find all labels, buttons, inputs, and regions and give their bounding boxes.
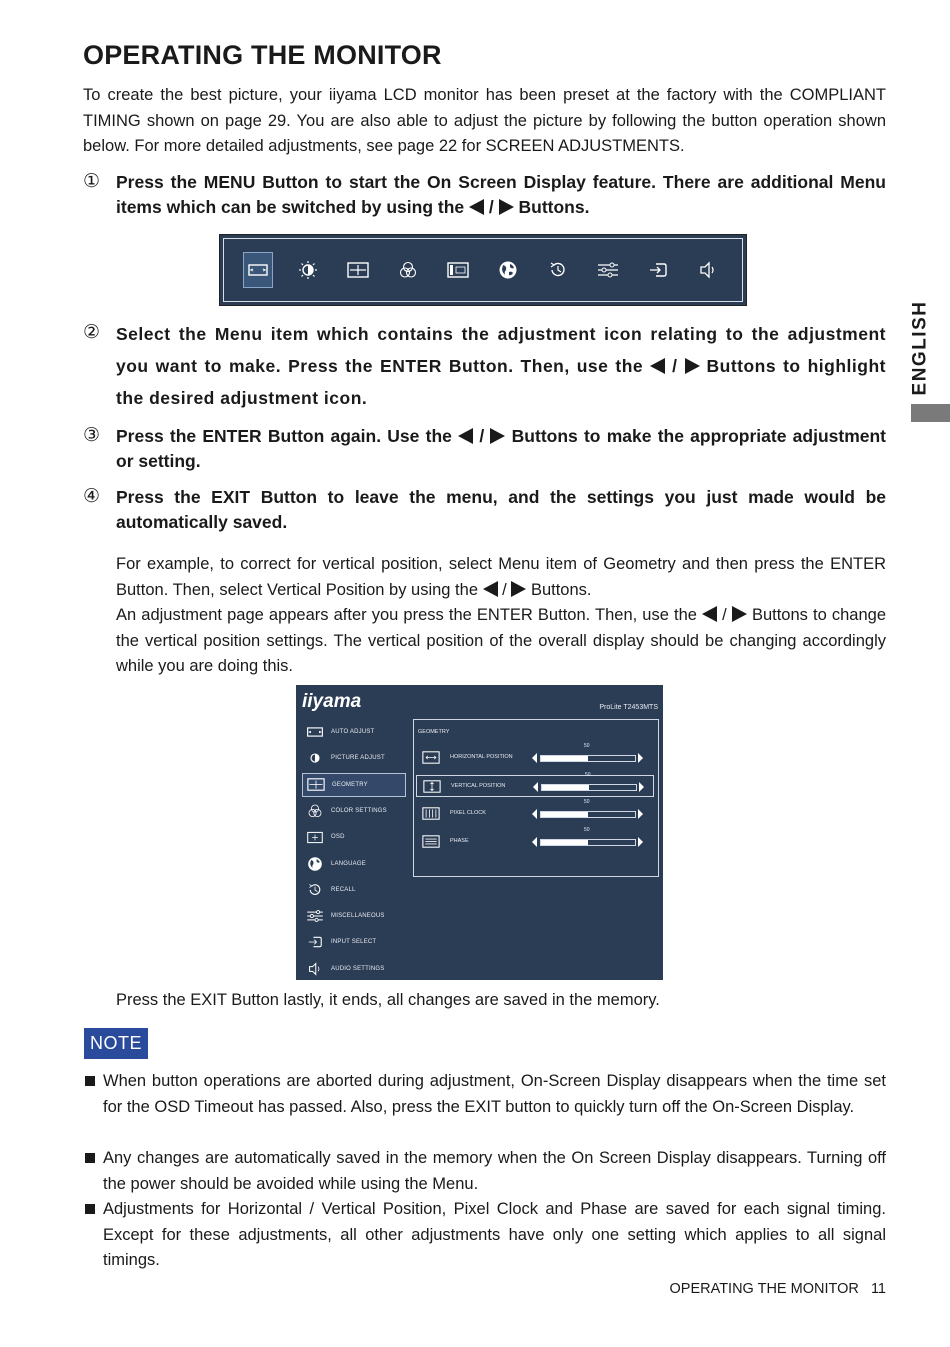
geometry-row-vertical-position[interactable] (416, 772, 654, 797)
row-value: 50 (584, 743, 590, 749)
left-arrow-icon (483, 581, 498, 597)
osd-icon (305, 831, 325, 844)
picture-adjust-icon[interactable] (293, 252, 323, 288)
osd-menu-item-recall[interactable] (302, 878, 406, 902)
row-label: PIXEL CLOCK (450, 810, 486, 816)
right-arrow-icon (685, 358, 700, 374)
osd-menu-item-audio-settings[interactable] (302, 957, 406, 981)
audio-settings-icon[interactable] (693, 252, 723, 288)
step-number: ① (83, 171, 101, 192)
geometry-icon[interactable] (343, 252, 373, 288)
row-value: 50 (584, 827, 590, 833)
footer-label: OPERATING THE MONITOR (669, 1281, 859, 1297)
increase-arrow-icon[interactable] (638, 809, 643, 819)
separator: / (672, 356, 678, 376)
bullet-square-icon (85, 1204, 95, 1214)
row-label: PHASE (450, 838, 469, 844)
note-item-3: Adjustments for Horizontal / Vertical Position, Pixel Clock and Phase are saved for each signal timing. Except for these adjustments, all other adjustments have only one setting which applies to all signal timings. (83, 1197, 886, 1274)
row-slider[interactable] (540, 755, 636, 762)
osd-menu-item-language[interactable] (302, 852, 406, 876)
page-footer (670, 1281, 886, 1297)
osd-menu-label: MISCELLANEOUS (331, 913, 385, 920)
step-text-end: Buttons to highlight the desired adjustment icon. (116, 356, 886, 408)
increase-arrow-icon[interactable] (638, 753, 643, 763)
osd-menu-bar (219, 234, 747, 306)
left-arrow-icon (469, 199, 484, 215)
intro-paragraph: To create the best picture, your iiyama LCD monitor has been preset at the factory with the COMPLIANT TIMING shown on page 29. You are also able to adjust the picture by following the button operation shown below. For more detailed adjustments, see page 22 for SCREEN ADJUSTMENTS. (83, 86, 886, 155)
note-item-1: When button operations are aborted during adjustment, On-Screen Display disappears when the time set for the OSD Timeout has passed. Also, press the EXIT button to quickly turn off the On-Screen Display. (83, 1069, 886, 1120)
osd-menu-label: AUTO ADJUST (331, 729, 375, 735)
osd-menu-item-geometry[interactable] (302, 773, 406, 797)
step-3 (83, 424, 886, 473)
geometry-row-pixel-clock[interactable] (416, 799, 654, 825)
osd-menu-item-osd[interactable] (302, 825, 406, 849)
right-arrow-icon (732, 606, 747, 622)
osd-screen (296, 685, 663, 980)
decrease-arrow-icon[interactable] (532, 809, 537, 819)
left-arrow-icon (650, 358, 665, 374)
right-arrow-icon (490, 428, 505, 444)
left-arrow-icon (458, 428, 473, 444)
page-title: OPERATING THE MONITOR (83, 40, 442, 70)
step-1 (83, 170, 886, 219)
row-label: VERTICAL POSITION (451, 783, 506, 789)
step-text: Select the Menu item which contains the adjustment icon relating to the adjustment you want to make. Press the ENTER Button. Then, use the (116, 324, 886, 376)
step-text-end: Buttons to make the appropriate adjustment or setting. (116, 426, 887, 471)
osd-menu-label: AUDIO SETTINGS (331, 965, 385, 972)
recall-icon (305, 882, 325, 898)
osd-menu-label: RECALL (331, 886, 356, 893)
osd-menu-item-auto-adjust[interactable] (302, 720, 406, 744)
osd-menu-label: PICTURE ADJUST (331, 755, 385, 762)
audio-settings-icon (305, 962, 325, 976)
recall-icon[interactable] (543, 252, 573, 288)
row-label: HORIZONTAL POSITION (450, 754, 513, 760)
bullet-square-icon (85, 1076, 95, 1086)
osd-menu-item-color-settings[interactable] (302, 799, 406, 823)
step-number: ④ (83, 486, 101, 507)
miscellaneous-icon (305, 909, 325, 923)
increase-arrow-icon[interactable] (638, 837, 643, 847)
osd-menu-label: GEOMETRY (332, 781, 368, 788)
note-badge: NOTE (84, 1028, 148, 1059)
phase-icon (422, 835, 440, 853)
decrease-arrow-icon[interactable] (532, 753, 537, 763)
miscellaneous-icon[interactable] (593, 252, 623, 288)
example-paragraph-2: An adjustment page appears after you press the ENTER Button. Then, use the / Buttons to change the vertical position settings. The vertical position of the overall display should be changing accordingly while you are doing this. (116, 606, 886, 675)
iiyama-logo: iiyama (302, 691, 362, 712)
geometry-panel (413, 719, 659, 877)
osd-menu-item-miscellaneous[interactable] (302, 904, 406, 928)
step-text: Press the MENU Button to start the On Screen Display feature. There are additional Menu items which can be switched by using the (116, 172, 886, 217)
color-settings-icon (305, 803, 325, 819)
step-4 (83, 485, 886, 534)
left-arrow-icon (702, 606, 717, 622)
right-arrow-icon (511, 581, 526, 597)
geometry-row-horizontal-position[interactable] (416, 743, 654, 769)
input-select-icon (305, 935, 325, 949)
language-icon (305, 856, 325, 872)
osd-menu-item-input-select[interactable] (302, 930, 406, 954)
model-name: ProLite T2453MTS (599, 704, 658, 711)
bullet-square-icon (85, 1153, 95, 1163)
pixel-clock-icon (422, 807, 440, 825)
osd-menu-item-picture-adjust[interactable] (302, 746, 406, 770)
decrease-arrow-icon[interactable] (533, 782, 538, 792)
step-text: Press the ENTER Button again. Use the (116, 426, 459, 446)
increase-arrow-icon[interactable] (639, 782, 644, 792)
step-number: ③ (83, 425, 101, 446)
vertical-position-icon (423, 780, 441, 798)
right-arrow-icon (499, 199, 514, 215)
note-item-2: Any changes are automatically saved in the memory when the On Screen Display disappears. Turning off the power should be avoided while using the Menu. (83, 1146, 886, 1197)
language-side-tab: ENGLISH (909, 300, 931, 395)
auto-adjust-icon (305, 726, 325, 738)
language-icon[interactable] (493, 252, 523, 288)
osd-menu-label: LANGUAGE (331, 860, 366, 867)
input-select-icon[interactable] (643, 252, 673, 288)
osd-menu-label: OSD (331, 834, 345, 841)
side-marker (911, 404, 950, 422)
step-2 (83, 318, 886, 414)
step-text-end: Buttons. (513, 196, 590, 217)
example-paragraph-1: For example, to correct for vertical position, select Menu item of Geometry and then press the ENTER Button. Then, select Vertical Position by using the / Buttons. (116, 555, 886, 599)
osd-menu-label: COLOR SETTINGS (331, 807, 387, 814)
osd-menu-label: INPUT SELECT (331, 939, 377, 946)
picture-adjust-icon (305, 750, 325, 766)
step-number: ② (83, 322, 101, 343)
row-slider[interactable] (540, 839, 636, 846)
row-value: 50 (585, 772, 591, 778)
exit-paragraph: Press the EXIT Button lastly, it ends, all changes are saved in the memory. (116, 991, 660, 1009)
color-settings-icon[interactable] (393, 252, 423, 288)
row-slider[interactable] (541, 784, 637, 791)
separator: / (479, 426, 485, 446)
auto-adjust-icon[interactable] (243, 252, 273, 288)
separator: / (488, 196, 494, 217)
geometry-row-phase[interactable] (416, 827, 654, 853)
page-number: 11 (870, 1281, 886, 1297)
geometry-icon (306, 778, 326, 791)
osd-icon[interactable] (443, 252, 473, 288)
row-value: 50 (584, 799, 590, 805)
decrease-arrow-icon[interactable] (532, 837, 537, 847)
row-slider[interactable] (540, 811, 636, 818)
step-text: Press the EXIT Button to leave the menu, and the settings you just made would be automatically saved. (116, 487, 886, 532)
horizontal-position-icon (422, 751, 440, 769)
panel-title: GEOMETRY (418, 729, 450, 735)
